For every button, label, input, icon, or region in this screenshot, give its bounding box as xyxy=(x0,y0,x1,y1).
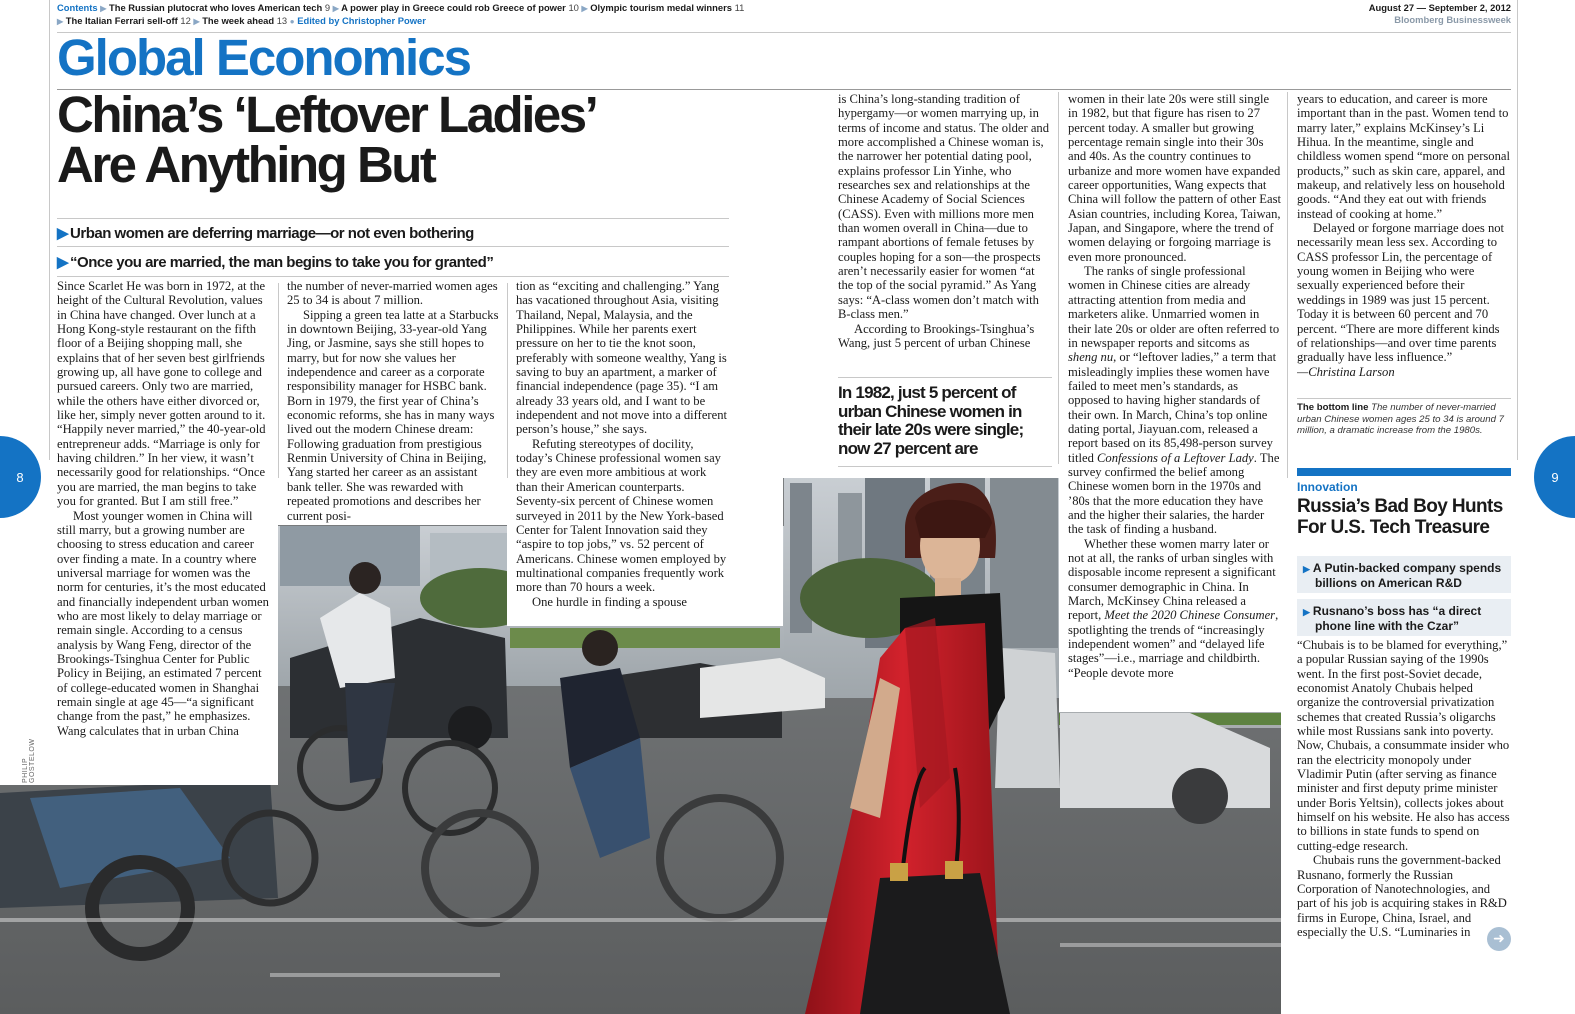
paragraph: Delayed or forgone marriage does not necessarily mean less sex. According to CASS professor Lin, the percentage of young women in Beijing who were sexually experienced before their weddings in 1989 was just 15 percent. Today it is between 60 percent and 70 percent. “There are more different kinds of relationships—and over time parents gradually have less influence.” xyxy=(1297,221,1505,365)
paragraph: Chubais runs the government-backed Rusnano, formerly the Russian Corporation of Nanotechnologies, and part of his job is acquiring stakes in R&D firms in Europe, China, Israel, and especially the U.S. “Luminaries in xyxy=(1297,853,1507,939)
body-column-5 xyxy=(1068,92,1282,712)
triangle-icon: ▶ xyxy=(332,4,339,13)
paragraph: According to Brookings-Tsinghua’s Wang, just 5 percent of urban Chinese xyxy=(838,321,1035,350)
nav-item-2[interactable]: A power play in Greece could rob Greece of power xyxy=(341,2,566,13)
headline-line-2: Are Anything But xyxy=(57,136,435,193)
paragraph: tion as “exciting and challenging.” Yang has vacationed throughout Asia, visiting Thailand, Nepal, Malaysia, and the Philippines. While her parents exert pressure on her to tie the knot soon, preferably with someone wealthy, Yang is saving to buy an apartment, a marker of financial independence (page 35). “I am already 33 years old, and I want to be independent and not move into a different person’s house,” she says. xyxy=(516,279,728,437)
text-run: The ranks of single professional women in Chinese cities are already attracting attention from media and marketers alike. Unmarried women in their late 20s or older are often referred to in newspaper reports and sitcoms as xyxy=(1068,264,1280,350)
editor-credit: Edited by Christopher Power xyxy=(297,14,426,26)
continue-arrow-icon[interactable]: ➜ xyxy=(1487,927,1511,951)
headline-line-1: China’s ‘Leftover Ladies’ xyxy=(57,86,597,143)
nav-item-3[interactable]: Olympic tourism medal winners xyxy=(590,2,732,13)
sidebar-deck-1 xyxy=(1297,556,1511,593)
deck-rule-mid xyxy=(57,246,729,247)
nav-page-3: 11 xyxy=(734,2,745,13)
body-column-3 xyxy=(516,279,731,626)
bottom-line-label: The bottom line xyxy=(1297,402,1369,413)
text-run: , or “leftover ladies,” a term that misleadingly implies these women have failed to meet men’s standards, as opposed to having higher standards of their own. In March, China’s top online dating portal, Jiayuan.com, released a report based on its 85,498-person survey titled xyxy=(1068,350,1277,465)
sidebar-deck-1-text: A Putin-backed company spends billions on American R&D xyxy=(1312,561,1502,590)
pull-quote: In 1982, just 5 percent of urban Chinese women in their late 20s were single; now 27 percent are xyxy=(838,383,1024,458)
dot-icon: ● xyxy=(289,16,295,26)
text-run: . The survey confirmed the belief among Chinese women born in the 1970s and ’80s that the more education they have and the higher their salaries, the harder the task of finding a husband. xyxy=(1068,450,1280,537)
nav-item-4[interactable]: The Italian Ferrari sell-off xyxy=(65,14,178,26)
sidebar-deck-2-text: Rusnano’s boss has “a direct phone line with the Czar” xyxy=(1312,604,1482,633)
paragraph: One hurdle in finding a spouse xyxy=(532,594,687,609)
bottom-line xyxy=(1297,402,1512,437)
bottom-line-text: The number of never-married urban Chinese women ages 25 to 34 is around 7 million, a dramatic increase from the 1980s. xyxy=(1297,402,1504,436)
sidebar-deck-2 xyxy=(1297,599,1511,636)
nav-item-5[interactable]: The week ahead xyxy=(202,14,275,26)
body-column-4 xyxy=(838,92,1052,368)
paragraph: “Chubais is to be blamed for everything,” a popular Russian saying of the 1990s went. In the first post-Soviet decade, economist Anatoly Chubais helped organize the controversial privatization schemes that created Russia’s oligarchs while most Russians sank into poverty. Now, Chubais, a consummate insider who ran the electricity monopoly under Vladimir Putin (after serving as finance minister and first deputy prime minister under Boris Yeltsin), collects jokes about himself on his website. He also has access to billions in state funds to spend on cutting-edge research. xyxy=(1297,638,1510,853)
page-number-right: 9 xyxy=(1534,436,1575,518)
section-title: Global Economics xyxy=(57,29,470,86)
photo-credit: PHILIP GOSTELOW xyxy=(22,738,36,783)
triangle-icon: ▶ xyxy=(100,4,107,13)
body-column-6 xyxy=(1297,92,1511,397)
right-margin-rule xyxy=(1517,0,1518,460)
pullquote-rule-bottom xyxy=(838,466,1052,467)
nav-page-4: 12 xyxy=(180,14,191,26)
nav-page-1: 9 xyxy=(324,2,331,13)
italic-title: Meet the 2020 Chinese Consumer xyxy=(1104,608,1276,623)
deck-rule-top xyxy=(57,218,729,219)
paragraph: is China’s long-standing tradition of hypergamy—or women marrying up, in terms of income and status. The older and more accomplished a Chinese woman is, the narrower her potential dating pool, explains professor Lin Yinhe, who researches sex and relationships at the Chinese Academy of Social Sciences (CASS). Even with millions more men than women overall in China—due to rampant abortions of female fetuses by couples hoping for a son—the prospects aren’t necessarily easier for women “at the top of the social pyramid.” As Yang says: “A-class women don’t match with B-class men.” xyxy=(838,92,1050,322)
deck-rule-bottom xyxy=(57,276,729,277)
sidebar-section-label[interactable]: Innovation xyxy=(1297,480,1358,494)
paragraph: Most younger women in China will still marry, but a growing number are choosing to stress education and career over finding a mate. In a country where universal marriage for women was the norm for centuries, it’s the most educated and financially independent urban women who are most likely to delay marriage or remain single. According to a census analysis by Wang Feng, director of the Brookings-Tsinghua Center for Public Policy in Beijing, an estimated 7 percent of college-educated women in Shanghai remain single at age 45—“a significant change from the past,” he emphasizes. Wang calculates that in urban China xyxy=(57,508,269,738)
contents-link[interactable]: Contents xyxy=(57,2,98,13)
page-number-left: 8 xyxy=(0,436,41,518)
text-run: Whether these women marry later or not at all, the ranks of urban singles with disposable income represent a significant consumer demographic in China. In March, McKinsey China released a report, xyxy=(1068,536,1276,623)
italic-term: sheng nu xyxy=(1068,350,1114,365)
triangle-icon: ▶ xyxy=(1303,564,1310,574)
paragraph: Refuting stereotypes of docility, today’s Chinese professional women say they are even more ambitious at work than their American counterparts. Seventy-six percent of Chinese women surveyed in 2011 by the New York-based Center for Talent Innovation said they “aspire to top jobs,” vs. 52 percent of Americans. Chinese women employed by multinational companies frequently work more than 70 hours a week. xyxy=(516,436,727,595)
paragraph: years to education, and career is more important than in the past. Women tend to marry later,” explains McKinsey’s Li Hihua. In the meantime, single and childless women spend “more on personal products,” such as skin care, apparel, and makeup, and relatively less on household goods. “And they eat out with friends instead of cooking at home.” xyxy=(1297,92,1510,221)
sidebar-body xyxy=(1297,638,1511,956)
body-column-2 xyxy=(287,279,500,525)
paragraph: women in their late 20s were still single in 1982, but that figure has risen to 27 percent today. A smaller but growing percentage remain single into their 30s and 40s. As the country continues to urbanize and more women have expanded career opportunities, Wang expects that China will follow the pattern of other East Asian countries, including Korea, Taiwan, Japan, and Singapore, where the trend of women delaying or forgoing marriage is even more pronounced. xyxy=(1068,92,1281,264)
text-run: , spotlighting the trends of “increasingly independent women” and “delayed life stages”—i.e., marriage and childbirth. “People devote more xyxy=(1068,608,1279,680)
nav-item-1[interactable]: The Russian plutocrat who loves American tech xyxy=(109,2,323,13)
nav-page-5: 13 xyxy=(276,14,288,26)
author-byline: —Christina Larson xyxy=(1297,364,1395,379)
nav-page-2: 10 xyxy=(568,2,579,13)
triangle-icon: ▶ xyxy=(1303,607,1310,617)
paragraph: Since Scarlet He was born in 1972, at the height of the Cultural Revolution, values in China have changed. Over lunch at a Hong Kong-style restaurant on the fifth floor of a Beijing shopping mall, she explains that of her seven best girlfriends growing up, all have gone to college and pursued careers. Only two are married, while the others have either divorced or, like her, simply never gotten around to it. “Happily never married,” the 40-year-old entrepreneur adds. “Marriage is only for having children.” In her view, it wasn’t necessarily good for relationships. “Once you are married, the man begins to take you for granted. But I am still free.” xyxy=(57,279,266,509)
sidebar-headline[interactable]: Russia’s Bad Boy Hunts For U.S. Tech Treasure xyxy=(1297,496,1503,538)
pullquote-rule-top xyxy=(838,377,1052,378)
headline xyxy=(57,86,737,193)
italic-title: Confessions of a Leftover Lady xyxy=(1097,450,1254,465)
triangle-icon: ▶ xyxy=(581,4,588,13)
triangle-icon: ▶ xyxy=(57,254,69,271)
triangle-icon: ▶ xyxy=(57,16,64,26)
body-column-1 xyxy=(57,279,271,784)
column-rule xyxy=(1058,92,1059,464)
publication-name: Bloomberg Businessweek xyxy=(1394,13,1511,25)
contents-nav xyxy=(57,2,1357,27)
triangle-icon: ▶ xyxy=(57,225,69,242)
triangle-icon: ▶ xyxy=(193,16,200,26)
deck-2-text: “Once you are married, the man begins to take you for granted” xyxy=(70,254,494,271)
dateline xyxy=(1369,2,1511,25)
deck-1 xyxy=(57,224,729,242)
deck-1-text: Urban women are deferring marriage—or not even bothering xyxy=(70,225,474,242)
paragraph: the number of never-married women ages 25 to 34 is about 7 million. xyxy=(287,279,498,308)
sidebar-accent-bar xyxy=(1297,468,1511,476)
issue-date: August 27 — September 2, 2012 xyxy=(1368,2,1511,13)
deck-2 xyxy=(57,253,729,271)
paragraph: Sipping a green tea latte at a Starbucks in downtown Beijing, 33-year-old Yang Jing, or Jasmine, says she still hopes to marry, but for now she values her independence and career as a corporate responsibility manager for HSBC bank. Born in 1979, the first year of China’s economic reforms, she has in many ways lived out the modern Chinese dream: Following graduation from prestigious Renmin University of China in Beijing, Yang started her career as an assistant bank teller. She was rewarded with repeated promotions and describes her current posi- xyxy=(287,307,499,523)
bottom-line-rule xyxy=(1297,398,1511,399)
left-margin-rule xyxy=(49,0,50,460)
